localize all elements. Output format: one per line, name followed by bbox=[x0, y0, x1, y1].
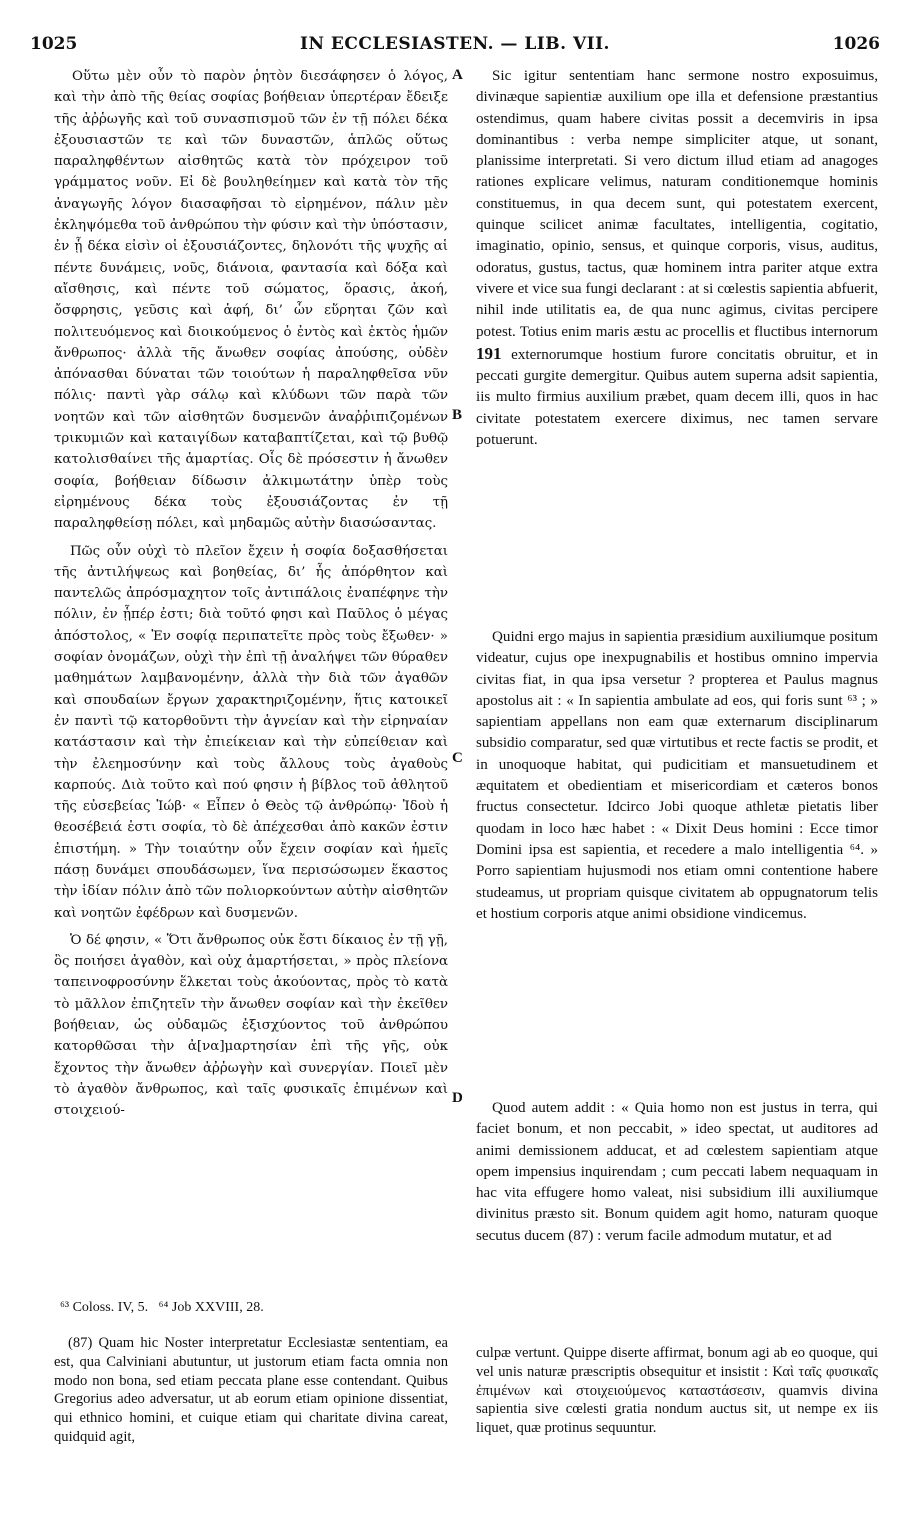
section-marker-a: A bbox=[452, 67, 463, 83]
page-number-left: 1025 bbox=[30, 34, 78, 54]
greek-paragraph-2: Πῶς οὖν οὐχὶ τὸ πλεῖον ἔχειν ἡ σοφία δοξασθήσεται τῆς ἀντιλήψεως καὶ βοηθείας, δι’ ἧς ἀπόρθητον καὶ παντελῶς ἀπρόσμαχητον τοῖς ἀντιπάλοις ἐναπέφηνε τὴν πόλιν, ἐν ᾗπέρ ἐστι; διὰ τοῦτό φησι καὶ Παῦλος ὁ μέγας ἀπόστολος, « Ἐν σοφίᾳ περιπατεῖτε πρὸς τοὺς ἔξωθεν· » σοφίαν ὀνομάζων, οὐχὶ τὴν ἐπὶ τῇ ἀναλήψει τῶν θύραθεν μαθημάτων λαμβανομένην, ἀλλὰ τὴν διὰ τῶν ἀγαθῶν καὶ σπουδαίων ἔργων χαρακτηριζομένην, ἥτις κατοικεῖ ἐν παντὶ τῷ κατορθοῦντι τὴν ἁγνείαν καὶ τὴν εἰρηναίαν κατάστασιν καὶ τὴν ἐπιείκειαν καὶ τὴν εὐπείθειαν καὶ τὴν ἐλεημοσύνην καὶ τοὺς ἄλλους τοὺς ἀγαθοὺς καρπούς. Διὰ τοῦτο καὶ πού φησιν ἡ βίβλος τοῦ ἀθλητοῦ τῆς εὐσεβείας Ἰώβ· « Εἶπεν ὁ Θεὸς τῷ ἀνθρώπῳ· Ἰδοὺ ἡ θεοσέβειά ἐστι σοφία, τὸ δὲ ἀπέχεσθαι ἀπὸ κακῶν ἐστιν ἐπιστήμη. » Τὴν τοιαύτην οὖν ἔχειν σοφίαν καὶ ἡμεῖς πάσῃ δυνάμει σπουδάσωμεν, ἵνα περισώσωμεν ἕκαστος τὴν ἰδίαν πόλιν ἀπὸ τῶν πολιορκούντων αὐτὴν αἰσθητῶν καὶ νοητῶν ἐφέδρων καὶ δυσμενῶν. bbox=[54, 543, 448, 921]
footnote-references: ⁶³ Coloss. IV, 5. ⁶⁴ Job XXVIII, 28. bbox=[60, 1300, 264, 1315]
editor-note-right-text: culpæ vertunt. Quippe diserte affirmat, bonum agi ab eo quoque, qui vel unis naturæ præscriptis obsequitur et insistit : Καὶ ταῖς φυσικαῖς ἐπιμένων καὶ στοιχειούμενος καταστάσεσιν, quamvis divina sapientia sive cœlesti gratia nondum auctus sit, ut nempe ex iis liquet, quæ protinus sequuntur. bbox=[476, 1345, 878, 1437]
editor-note-right bbox=[476, 1344, 878, 1438]
running-title: IN ECCLESIASTEN. — LIB. VII. bbox=[300, 34, 610, 54]
greek-paragraph-1: Οὕτω μὲν οὖν τὸ παρὸν ῥητὸν διεσάφησεν ὁ λόγος, καὶ τὴν ἀπὸ τῆς θείας σοφίας βοήθειαν ὑπερτέραν ἔδειξε τῆς ἀῤῥωγῆς καὶ τοῦ συνασπισμοῦ τῶν ἐν τῇ πόλει δέκα ἐξουσιαστῶν τε καὶ τῶν δυναστῶν, ἁπλῶς οὕτως παραληφθέντων αἰσθητῶς κατὰ τὸν πρόχειρον τοῦ γράμματος νοῦν. Εἰ δὲ βουληθείημεν καὶ κατὰ τὸν τῆς ἀναγωγῆς λόγον διασαφῆσαι τὸ εἰρημένον, πάλιν μὲν ἐκληψόμεθα τοῦ ἀνθρώπου τὴν φύσιν καὶ τὴν ὑπόστασιν, ἐν ᾗ δέκα εἰσὶν οἱ ἐξουσιάζοντες, δηλονότι τῆς ψυχῆς αἱ πέντε δυνάμεις, νοῦς, διάνοια, φαντασία καὶ δόξα καὶ αἴσθησις, καὶ πέντε τοῦ σώματος, ὅρασις, ἀκοή, ὄσφρησις, γεῦσις καὶ ἁφή, δι’ ὧν εὕρηται ζῶν καὶ πολιτευόμενος καὶ διοικούμενος ὁ ἐντὸς καὶ ἐκτὸς ἡμῶν ἄνθρωπος· ἀλλὰ τῆς ἄνωθεν σοφίας ἀπούσης, οὐδὲν ἀπόνασθαι δύναται τῶν τοιούτων ἡ παραληφθεῖσα νῦν πόλις· παντὶ γὰρ σάλῳ καὶ κλύδωνι τῶν παρὰ τῶν νοητῶν καὶ τῶν αἰσθητῶν δυσμενῶν ἀναῤῥιπιζομένων τρικυμιῶν καὶ καταιγίδων καταβαπτίζεται, καὶ τῷ βυθῷ κατολισθαίνει τῆς ἁμαρτίας. Οἷς δὲ πρόσεστιν ἡ ἄνωθεν σοφία, βοήθειαν δίδωσιν ἀλκιμωτάτην ὑπὲρ τοὺς εἰρημένους δέκα τοὺς ἐξουσιάζοντας ἐν τῇ παραληφθείσῃ πόλει, καὶ μηδαμῶς αὐτὴν διασώσαντας. bbox=[54, 69, 448, 532]
running-header bbox=[30, 34, 880, 58]
latin-paragraph-1-text: Sic igitur sententiam hanc sermone nostro exposuimus, divinæque sapientiæ auxilium ope illa et defensione præstantius ostendimus, quam habere civitas possit a decemviris in ipsa dominantibus : verba nempe simpliciter atque, ut sonant, planissime interpretati. Si vero dictum illud etiam ad anagoges rationes explicare velimus, naturam conditionemque hominis constituemus, in qua decem sunt, qui potestatem exercent, quinque scilicet animæ facultates, intelligentia, cogitatio, imaginatio, opinio, sensus, et quinque corporis, visus, auditus, odoratus, gustus, tactus, quæ hominem intra pariter atque extra vivere et vice sua fungi declarant : at si cœlestis sapientia abfuerit, nihil inde utilitatis ea, de qua nunc agimus, civitas percipere potest. Totius enim maris æstu ac procellis et fluctibus internorum bbox=[476, 68, 878, 340]
section-marker-c: C bbox=[452, 750, 463, 766]
latin-paragraph-2: Quidni ergo majus in sapientia præsidium auxiliumque positum videatur, cujus ope inexpugnabilis et hostibus omnino impervia civitas fiat, in qua ipsa versetur ? propterea et Paulus magnus apostolus ait : « In sapientia ambulate ad eos, qui foris sunt ⁶³ ; » sapientiam appellans non eam quæ externarum disciplinarum subsidio comparatur, sed quæ virtutibus et recte factis se prodit, et in unoquoque habitat, qui pudicitiam et mansuetudinem et æquitatem et obedientiam et misericordiam et cæteros bonos fructus consectetur. Idcirco Jobi quoque athletæ pietatis liber quodam in loco hæc habet : « Dixit Deus homini : Ecce timor Domini ipsa est sapientia, et recedere a malo intelligentia ⁶⁴. » Porro sapientiam hujusmodi nos etiam omni contentione habere studeamus, ut propriam quisque civitatem ab oppugnatorum telis et hostium corporis atque animi obsidione vindicemus. bbox=[476, 629, 878, 922]
latin-column-1 bbox=[476, 66, 878, 626]
editor-note-left bbox=[54, 1334, 448, 1447]
latin-column-2 bbox=[476, 627, 878, 1087]
latin-column-3 bbox=[476, 1098, 878, 1298]
editor-note-left-text: (87) Quam hic Noster interpretatur Ecclesiastæ sententiam, ea est, qua Calviniani abutuntur, ut justorum etiam facta omnia non modo non bona, sed etiam peccata plane esse contendant. Quibus Gregorius adeo adversatur, ut ab eorum etiam opinione dissentiat, qui ethnico homini, et cuique etiam qui charitate divina careat, quidquid agit, bbox=[54, 1335, 448, 1445]
page-number-right: 1026 bbox=[832, 34, 880, 54]
latin-paragraph-1 bbox=[476, 66, 878, 451]
margin-number: 191 bbox=[476, 343, 502, 363]
section-marker-d: D bbox=[452, 1090, 463, 1106]
latin-paragraph-1b-text: externorumque hostium furore concitatis obruitur, et in peccati gurgite demergitur. Quibus autem superna adsit sapientia, iis multo firmius auxilium præbet, quam decem illi, quos in hac civitate potestatem exercere diximus, nec tamen servare potuerunt. bbox=[476, 346, 878, 449]
latin-paragraph-3: Quod autem addit : « Quia homo non est justus in terra, qui faciet bonum, et non peccabit, » ideo spectat, ut auditores ad animi demissionem adducat, et ad cœlestem sapientiam atque opem impensius inquirendam ; cum peccati labem nequaquam in hac vita effugere homo valeat, nisi subsidium illi auxiliumque divinitus præsto sit. Bonum quidem agit homo, naturam quoque secutus ducem (87) : verum facile admodum mutatur, et ad bbox=[476, 1100, 878, 1244]
section-marker-b: B bbox=[452, 407, 463, 423]
greek-paragraph-3: Ὁ δέ φησιν, « Ὅτι ἄνθρωπος οὐκ ἔστι δίκαιος ἐν τῇ γῇ, ὃς ποιήσει ἀγαθὸν, καὶ οὐχ ἁμαρτήσεται, » πρὸς πλείονα ταπεινοφροσύνην ἕλκεται τοὺς ἀκούοντας, πρὸς τὸ κατὰ τὸ μᾶλλον ἐπιζητεῖν τὴν ἄνωθεν σοφίαν καὶ τὴν ἐκεῖθεν βοήθειαν, ὡς οὐδαμῶς ἐξισχύοντος τοῦ ἀνθρώπου κατορθῶσαι τὴν ἀ[να]μαρτησίαν ἐπὶ τῆς γῆς, οὐκ ἔχοντος τὴν ἄνωθεν ἀῤῥωγὴν καὶ συνεργίαν. Ποιεῖ μὲν τὸ ἀγαθὸν ἄνθρωπος, καὶ ταῖς φυσικαῖς ἐπιμένων καὶ στοιχειού- bbox=[54, 932, 448, 1119]
greek-column bbox=[54, 66, 448, 1298]
